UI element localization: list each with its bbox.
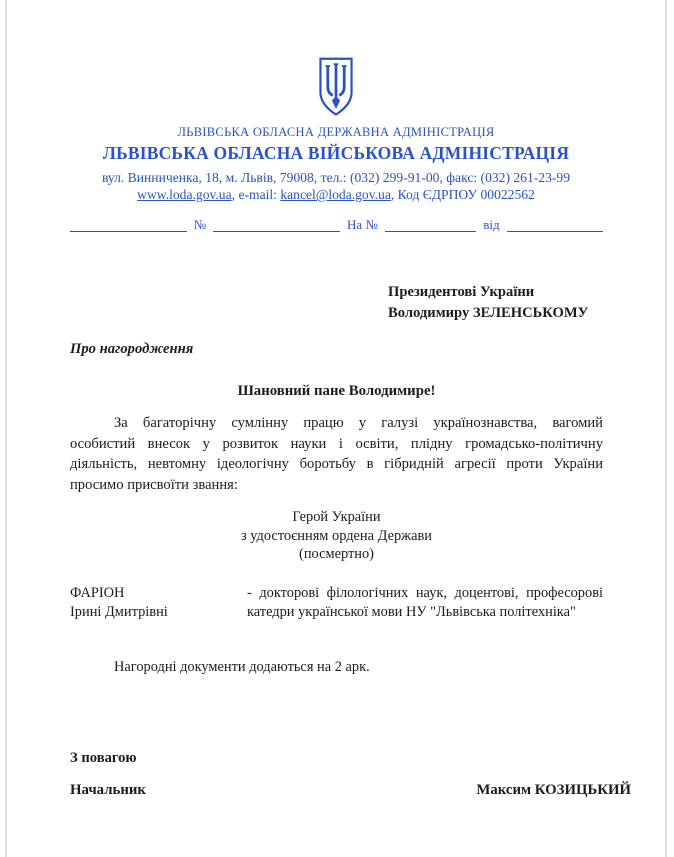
signer-name: Максим КОЗИЦЬКИЙ	[476, 781, 631, 798]
recipient-name: Володимиру ЗЕЛЕНСЬКОМУ	[388, 305, 589, 321]
closing-phrase: З повагою	[70, 749, 137, 766]
laureate-given-name: Ірині Дмитрівні	[70, 604, 168, 620]
website-link[interactable]: www.loda.gov.ua	[137, 187, 232, 202]
laureate-description-line: катедри української мови НУ "Львівська політехніка"	[247, 604, 576, 620]
ref-blank-incoming-date	[507, 219, 603, 232]
award-order-line: з удостоєнням ордена Держави	[240, 527, 433, 544]
award-title: Герой України	[292, 509, 381, 525]
body-line: особистий внесок у розвиток науки і освіти, плідну громадсько-політичну	[70, 435, 603, 452]
body-line: просимо присвоїти звання:	[70, 476, 238, 493]
subject-line: Про нагородження	[70, 341, 194, 357]
letter-page	[5, 0, 667, 857]
ref-reply-label: На №	[347, 217, 378, 232]
salutation: Шановний пане Володимире!	[237, 383, 436, 399]
signer-position: Начальник	[70, 781, 146, 798]
laureate-description-column	[247, 584, 603, 623]
attachment-note: Нагородні документи додаються на 2 арк.	[114, 658, 370, 675]
ref-date-label: від	[483, 217, 500, 232]
body-line: За багаторічну сумлінну працю у галузі українознавства, вагомий	[114, 415, 603, 431]
award-block	[70, 508, 603, 564]
email-link[interactable]: kancel@loda.gov.ua	[280, 187, 391, 202]
ref-blank-outgoing-date	[70, 219, 187, 232]
letterhead	[7, 56, 665, 232]
laureate-surname: ФАРІОН	[70, 584, 125, 601]
address-line: вул. Винниченка, 18, м. Львів, 79008, тел.: (032) 299-91-00, факс: (032) 261-23-99	[101, 170, 571, 185]
laureate-name-column	[70, 584, 247, 623]
laureate-row	[70, 584, 603, 623]
laureate-description-line: - докторові філологічних наук, доцентові, професорові	[247, 584, 603, 601]
body-line: діяльність, невтомну ідеологічну боротьбу в гібридній агресії проти України	[70, 456, 603, 472]
edrpou-code-text: , Код ЄДРПОУ 00022562	[390, 187, 535, 202]
body-paragraph	[70, 413, 603, 495]
ref-blank-outgoing-number	[213, 219, 340, 232]
recipient-block	[388, 282, 603, 324]
letter-body	[7, 282, 665, 799]
ref-number-label: №	[193, 217, 207, 232]
ref-blank-incoming-number	[385, 219, 476, 232]
tryzub-emblem-icon	[7, 56, 665, 120]
email-prefix-text: , e-mail:	[231, 187, 281, 202]
org-name: ЛЬВІВСЬКА ОБЛАСНА ВІЙСЬКОВА АДМІНІСТРАЦІЯ	[102, 143, 570, 163]
reference-line	[70, 217, 603, 232]
signature-row	[70, 782, 631, 799]
contacts-line	[7, 187, 665, 203]
award-posthumous-note: (посмертно)	[299, 546, 374, 562]
parent-org-name: ЛЬВІВСЬКА ОБЛАСНА ДЕРЖАВНА АДМІНІСТРАЦІЯ	[177, 125, 495, 139]
recipient-title: Президентові України	[388, 284, 535, 300]
